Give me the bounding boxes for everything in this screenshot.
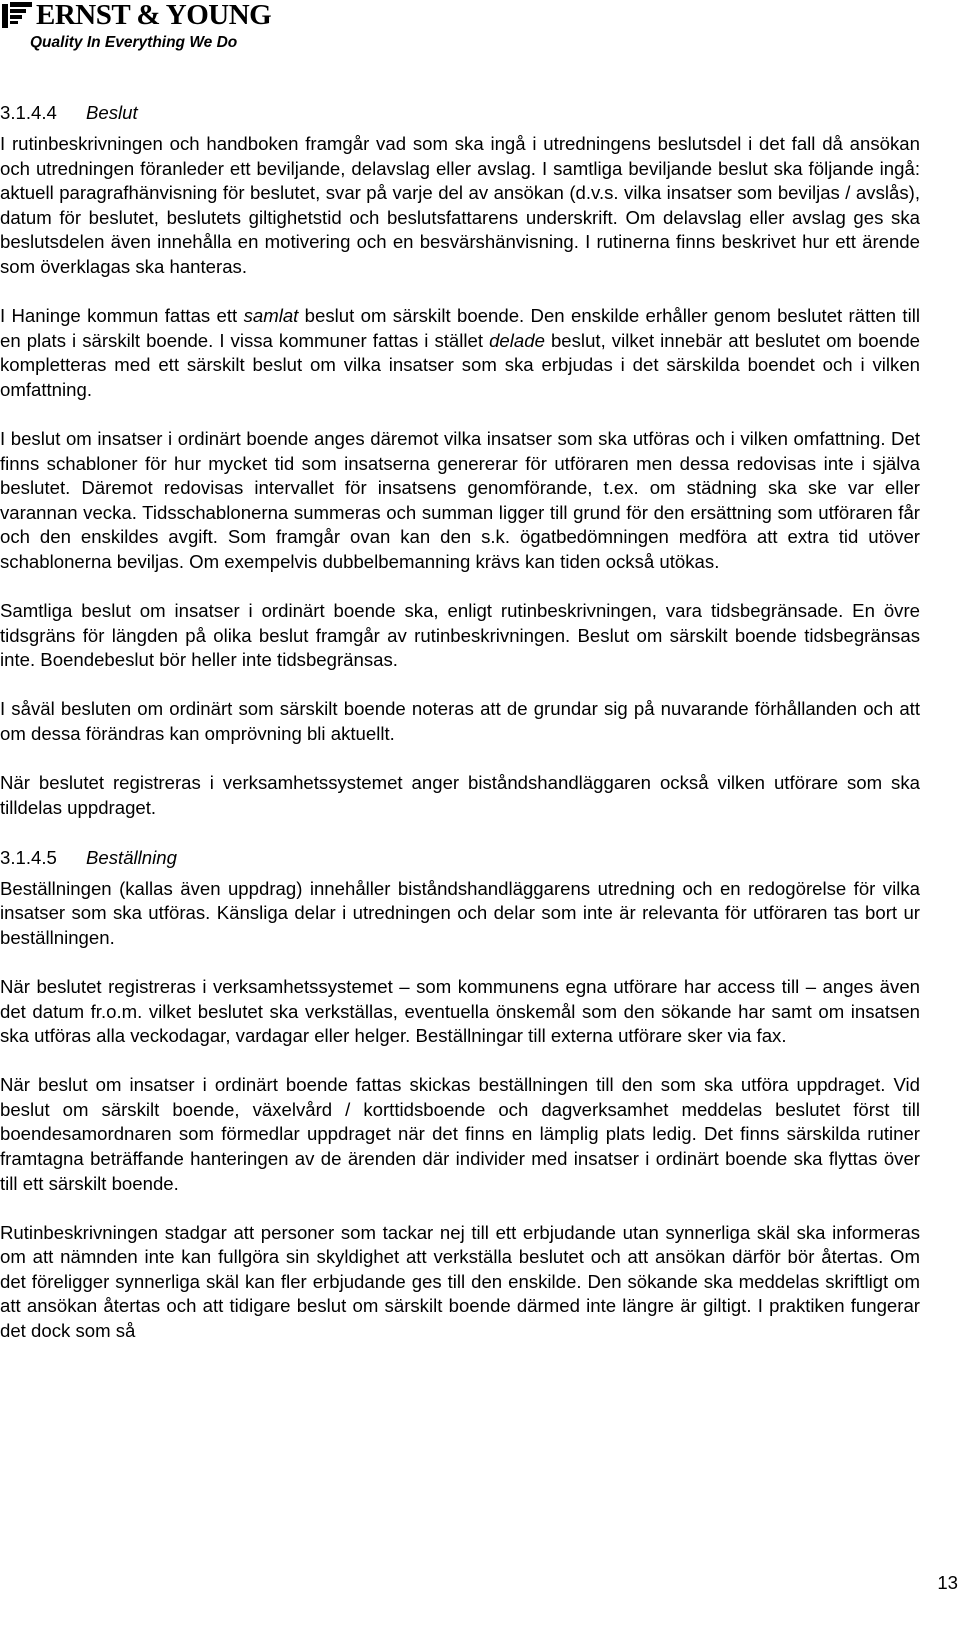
emphasized-text: samlat xyxy=(243,305,299,327)
paragraph-text: beslut, vilket innebär att beslutet om boende kompletteras med ett särskilt beslut om vilka insatser som ska erbjudas i det särskilda boendet och i vilken omfattning. xyxy=(0,329,921,400)
body-paragraph xyxy=(0,771,920,820)
body-paragraph xyxy=(0,1221,920,1344)
body-paragraph xyxy=(0,132,920,280)
section-title: Beställning xyxy=(86,846,177,868)
paragraph-text: I såväl besluten om ordinärt som särskilt boende noteras att de grundar sig på nuvarande förhållanden och att om dessa förändras kan omprövning bli aktuellt. xyxy=(0,698,920,744)
section xyxy=(0,100,920,820)
ernst-young-logo xyxy=(2,0,272,56)
paragraph-text: När beslutet registreras i verksamhetssystemet anger biståndshandläggaren också vilken utförare som ska tilldelas uppdraget. xyxy=(0,771,920,818)
body-paragraph xyxy=(0,975,920,1049)
section xyxy=(0,845,920,1344)
section-heading xyxy=(0,845,920,871)
brand-name: ERNST & YOUNG xyxy=(36,0,272,31)
section-title: Beslut xyxy=(86,102,138,123)
body-paragraph xyxy=(0,427,920,575)
paragraph-text: När beslutet registreras i verksamhetssystemet – som kommunens egna utförare har access till – anges även det datum fr.o.m. vilket beslutet ska verkställas, eventuella önskemål som den sökande har samt om insatsen ska utföras alla veckodagar, vardagar eller helger. Beställningar till externa utförare sker via fax. xyxy=(0,975,920,1047)
paragraph-text: Samtliga beslut om insatser i ordinärt boende ska, enligt rutinbeskrivningen, vara tidsbegränsade. En övre tidsgräns för längden på olika beslut framgår av rutinbeskrivningen. Beslut om särskilt boende tidsbegränsas inte. Boendebeslut bör heller inte tidsbegränsas. xyxy=(0,600,920,671)
paragraph-text: Rutinbeskrivningen stadgar att personer som tackar nej till ett erbjudande utan synnerliga skäl ska informeras om att nämnden inte kan fullgöra sin skyldighet att verkställa beslutet och att ansökan därför bör återtas. Om det föreligger synnerliga skäl kan fler erbjudande ges till den enskilde. Den sökande ska meddelas skriftligt om att ansökan återtas och att tidigare beslut om särskilt boende därmed inte längre är giltigt. I praktiken fungerar det dock som så xyxy=(0,1221,920,1342)
section-number: 3.1.4.5 xyxy=(0,846,57,868)
paragraph-text: När beslut om insatser i ordinärt boende fattas skickas beställningen till den som ska utföra uppdraget. Vid beslut om särskilt boende, växelvård / korttidsboende och dagverksamhet meddelas beslutet först till boendesamordnaren som förmedlar uppdraget när det finns en lämplig plats ledig. Det finns särskilda rutiner framtagna beträffande hanteringen av de ärenden där individer med insatser i ordinärt boende ska flyttas över till ett särskilt boende. xyxy=(0,1074,920,1194)
paragraph-text: I Haninge kommun fattas ett xyxy=(0,305,244,327)
paragraph-text: I rutinbeskrivningen och handboken framgår vad som ska ingå i utredningens beslutsdel i det fall då ansökan och utredningen föranleder ett beviljande, delavslag eller avslag. I samtliga beviljande beslut ska följande ingå: aktuell paragrafhänvisning för beslutet, svar på varje del av ansökan (d.v.s. vilka insatser som beviljas / avslås), datum för beslutet, beslutets giltighetstid och beslutsfattarens underskrift. Om delavslag eller avslag ges ska beslutsdelen även innehålla en motivering och en besvärshänvisning. I rutinerna finns beskrivet hur ett ärende som överklagas ska hanteras. xyxy=(0,133,920,277)
body-paragraph xyxy=(0,877,920,951)
emphasized-text: delade xyxy=(489,329,545,351)
paragraph-text: I beslut om insatser i ordinärt boende anges däremot vilka insatser som ska utföras och i vilken omfattning. Det finns schabloner för hur mycket tid som insatserna genererar för utföraren men dessa redovisas inte i själva beslutet. Däremot redovisas intervallet för insatsens genomförande, t.ex. om städning ska ske var eller varannan vecka. Tidsschablonerna summeras och summan ligger till grund för den ersättning som utföraren får och den enskildes avgift. Som framgår ovan kan den s.k. ögatbedömningen medföra att extra tid utöver schablonerna beviljas. Om exempelvis dubbelbemanning krävs kan tiden också utökas. xyxy=(0,427,920,572)
paragraph-text: Beställningen (kallas även uppdrag) innehåller biståndshandläggarens utredning och en redogörelse för vilka insatser som ska utföras. Känsliga delar i utredningen och delar som inte är relevanta för utföraren tas bort ur beställningen. xyxy=(0,877,920,948)
ey-logo-mark-icon xyxy=(2,2,32,28)
page-number: 13 xyxy=(937,1572,958,1593)
section-number: 3.1.4.4 xyxy=(0,102,57,123)
body-paragraph xyxy=(0,1073,920,1196)
brand-tagline: Quality In Everything We Do xyxy=(30,34,238,51)
section-heading xyxy=(0,100,920,126)
document-body xyxy=(0,100,920,1368)
body-paragraph xyxy=(0,304,920,402)
body-paragraph xyxy=(0,599,920,673)
paragraph-text: beslut om särskilt boende. Den enskilde erhåller genom beslutet rätten till en plats i särskilt boende. I vissa kommuner fattas i stället xyxy=(0,305,920,351)
body-paragraph xyxy=(0,697,920,746)
